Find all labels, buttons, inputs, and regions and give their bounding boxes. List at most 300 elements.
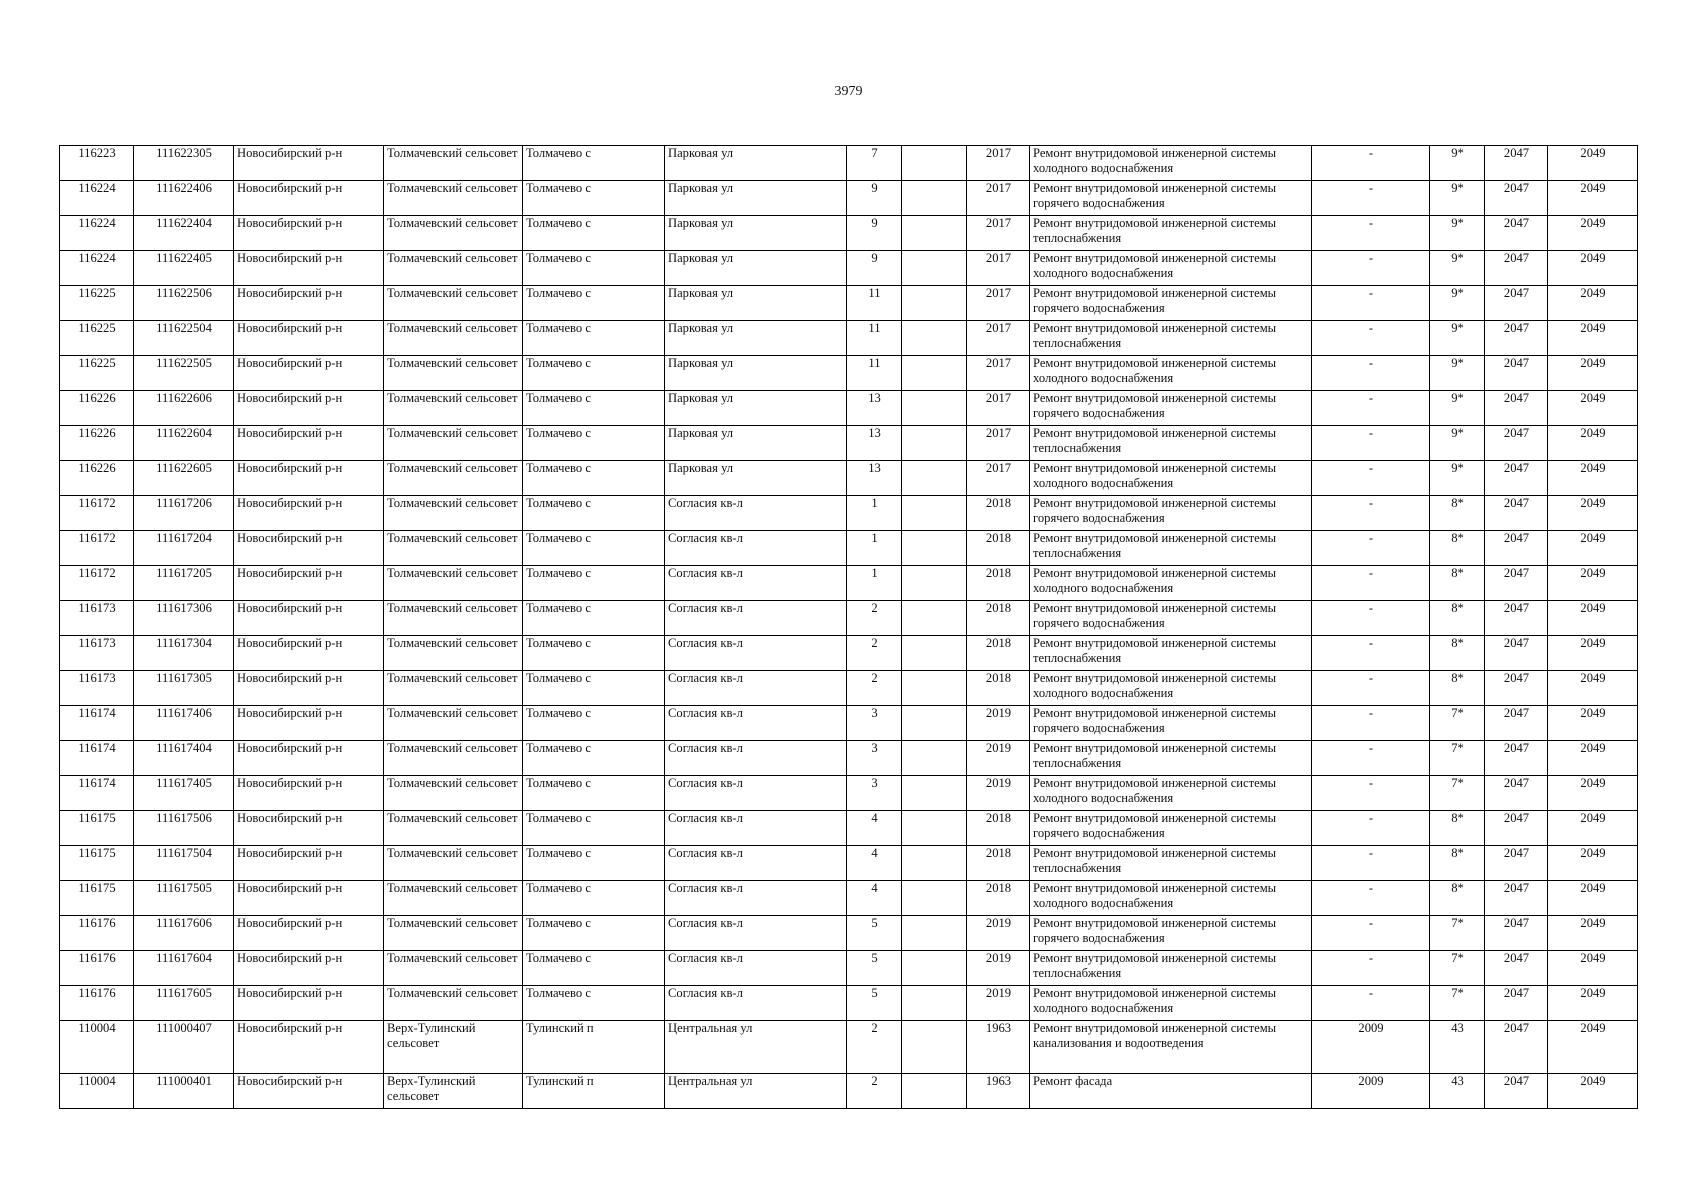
locality-cell: Толмачево с — [523, 636, 665, 671]
plan-from-cell: 2047 — [1485, 426, 1548, 461]
plan-to-cell: 2049 — [1548, 1074, 1638, 1109]
page-number: 3979 — [834, 84, 863, 99]
house-number-cell: 4 — [847, 811, 902, 846]
extra-cell-cell — [902, 181, 967, 216]
plan-to-cell: 2049 — [1548, 566, 1638, 601]
street-cell: Согласия кв-л — [665, 496, 847, 531]
last-repair-cell: - — [1312, 461, 1430, 496]
locality-cell: Тулинский п — [523, 1021, 665, 1074]
work-type-cell: Ремонт внутридомовой инженерной системы теплоснабжения — [1030, 636, 1312, 671]
street-cell: Согласия кв-л — [665, 881, 847, 916]
district-cell: Новосибирский р-н — [234, 391, 384, 426]
house-number-cell: 13 — [847, 391, 902, 426]
table-row — [60, 1021, 1638, 1074]
year-built-cell: 1963 — [967, 1074, 1030, 1109]
repair-interval-cell: 9* — [1430, 216, 1485, 251]
house-number-cell: 5 — [847, 986, 902, 1021]
plan-from-cell: 2047 — [1485, 181, 1548, 216]
council-cell: Толмачевский сельсовет — [384, 636, 523, 671]
street-cell: Согласия кв-л — [665, 776, 847, 811]
work-type-cell: Ремонт внутридомовой инженерной системы горячего водоснабжения — [1030, 916, 1312, 951]
record-id-cell: 116175 — [60, 846, 134, 881]
locality-cell: Толмачево с — [523, 146, 665, 181]
plan-from-cell: 2047 — [1485, 811, 1548, 846]
council-cell: Толмачевский сельсовет — [384, 881, 523, 916]
extra-cell-cell — [902, 811, 967, 846]
repair-interval-cell: 8* — [1430, 881, 1485, 916]
year-built-cell: 2019 — [967, 951, 1030, 986]
table-row — [60, 671, 1638, 706]
work-type-cell: Ремонт внутридомовой инженерной системы холодного водоснабжения — [1030, 881, 1312, 916]
council-cell: Толмачевский сельсовет — [384, 286, 523, 321]
record-code-cell: 111622405 — [134, 251, 234, 286]
locality-cell: Толмачево с — [523, 986, 665, 1021]
plan-from-cell: 2047 — [1485, 741, 1548, 776]
table-row — [60, 321, 1638, 356]
plan-to-cell: 2049 — [1548, 706, 1638, 741]
locality-cell: Толмачево с — [523, 776, 665, 811]
plan-to-cell: 2049 — [1548, 251, 1638, 286]
year-built-cell: 2017 — [967, 251, 1030, 286]
house-number-cell: 2 — [847, 671, 902, 706]
repair-interval-cell: 7* — [1430, 951, 1485, 986]
last-repair-cell: - — [1312, 881, 1430, 916]
record-code-cell: 111617506 — [134, 811, 234, 846]
last-repair-cell: - — [1312, 776, 1430, 811]
record-code-cell: 111617206 — [134, 496, 234, 531]
locality-cell: Толмачево с — [523, 216, 665, 251]
last-repair-cell: - — [1312, 986, 1430, 1021]
table-row — [60, 916, 1638, 951]
house-number-cell: 5 — [847, 916, 902, 951]
council-cell: Толмачевский сельсовет — [384, 846, 523, 881]
record-code-cell: 111617606 — [134, 916, 234, 951]
house-number-cell: 11 — [847, 286, 902, 321]
work-type-cell: Ремонт внутридомовой инженерной системы теплоснабжения — [1030, 741, 1312, 776]
plan-from-cell: 2047 — [1485, 1074, 1548, 1109]
plan-from-cell: 2047 — [1485, 531, 1548, 566]
district-cell: Новосибирский р-н — [234, 286, 384, 321]
council-cell: Толмачевский сельсовет — [384, 741, 523, 776]
last-repair-cell: - — [1312, 146, 1430, 181]
record-code-cell: 111617304 — [134, 636, 234, 671]
record-id-cell: 116225 — [60, 321, 134, 356]
locality-cell: Толмачево с — [523, 356, 665, 391]
last-repair-cell: - — [1312, 741, 1430, 776]
work-type-cell: Ремонт внутридомовой инженерной системы теплоснабжения — [1030, 216, 1312, 251]
year-built-cell: 2019 — [967, 741, 1030, 776]
record-id-cell: 116172 — [60, 566, 134, 601]
last-repair-cell: - — [1312, 601, 1430, 636]
work-type-cell: Ремонт внутридомовой инженерной системы теплоснабжения — [1030, 846, 1312, 881]
record-id-cell: 116173 — [60, 601, 134, 636]
plan-to-cell: 2049 — [1548, 146, 1638, 181]
year-built-cell: 2017 — [967, 146, 1030, 181]
repair-interval-cell: 8* — [1430, 671, 1485, 706]
table-row — [60, 531, 1638, 566]
district-cell: Новосибирский р-н — [234, 426, 384, 461]
repair-interval-cell: 7* — [1430, 776, 1485, 811]
house-number-cell: 13 — [847, 426, 902, 461]
street-cell: Парковая ул — [665, 321, 847, 356]
plan-from-cell: 2047 — [1485, 916, 1548, 951]
record-code-cell: 111622606 — [134, 391, 234, 426]
record-code-cell: 111617204 — [134, 531, 234, 566]
repair-interval-cell: 9* — [1430, 356, 1485, 391]
plan-to-cell: 2049 — [1548, 741, 1638, 776]
locality-cell: Толмачево с — [523, 601, 665, 636]
repair-interval-cell: 7* — [1430, 916, 1485, 951]
last-repair-cell: - — [1312, 391, 1430, 426]
street-cell: Согласия кв-л — [665, 846, 847, 881]
year-built-cell: 2018 — [967, 846, 1030, 881]
extra-cell-cell — [902, 391, 967, 426]
council-cell: Толмачевский сельсовет — [384, 916, 523, 951]
table-row — [60, 706, 1638, 741]
record-id-cell: 116175 — [60, 881, 134, 916]
district-cell: Новосибирский р-н — [234, 496, 384, 531]
record-id-cell: 116224 — [60, 181, 134, 216]
last-repair-cell: - — [1312, 671, 1430, 706]
capital-repair-table — [59, 145, 1638, 1109]
house-number-cell: 9 — [847, 216, 902, 251]
table-body — [60, 146, 1638, 1109]
work-type-cell: Ремонт внутридомовой инженерной системы горячего водоснабжения — [1030, 286, 1312, 321]
locality-cell: Толмачево с — [523, 881, 665, 916]
extra-cell-cell — [902, 251, 967, 286]
plan-to-cell: 2049 — [1548, 776, 1638, 811]
record-id-cell: 116224 — [60, 251, 134, 286]
repair-interval-cell: 8* — [1430, 811, 1485, 846]
year-built-cell: 2017 — [967, 321, 1030, 356]
record-code-cell: 111617305 — [134, 671, 234, 706]
repair-interval-cell: 9* — [1430, 286, 1485, 321]
year-built-cell: 2018 — [967, 496, 1030, 531]
table-row — [60, 1074, 1638, 1109]
year-built-cell: 2017 — [967, 286, 1030, 321]
table-row — [60, 181, 1638, 216]
repair-interval-cell: 9* — [1430, 426, 1485, 461]
work-type-cell: Ремонт внутридомовой инженерной системы горячего водоснабжения — [1030, 706, 1312, 741]
locality-cell: Толмачево с — [523, 426, 665, 461]
year-built-cell: 2017 — [967, 216, 1030, 251]
plan-to-cell: 2049 — [1548, 426, 1638, 461]
extra-cell-cell — [902, 986, 967, 1021]
record-id-cell: 116172 — [60, 496, 134, 531]
street-cell: Парковая ул — [665, 286, 847, 321]
year-built-cell: 2018 — [967, 811, 1030, 846]
plan-from-cell: 2047 — [1485, 251, 1548, 286]
district-cell: Новосибирский р-н — [234, 986, 384, 1021]
street-cell: Согласия кв-л — [665, 671, 847, 706]
plan-to-cell: 2049 — [1548, 636, 1638, 671]
last-repair-cell: - — [1312, 321, 1430, 356]
record-code-cell: 111622406 — [134, 181, 234, 216]
last-repair-cell: - — [1312, 706, 1430, 741]
street-cell: Парковая ул — [665, 251, 847, 286]
council-cell: Толмачевский сельсовет — [384, 951, 523, 986]
plan-to-cell: 2049 — [1548, 951, 1638, 986]
house-number-cell: 7 — [847, 146, 902, 181]
repair-interval-cell: 43 — [1430, 1074, 1485, 1109]
year-built-cell: 2019 — [967, 706, 1030, 741]
district-cell: Новосибирский р-н — [234, 741, 384, 776]
extra-cell-cell — [902, 951, 967, 986]
district-cell: Новосибирский р-н — [234, 846, 384, 881]
extra-cell-cell — [902, 846, 967, 881]
plan-to-cell: 2049 — [1548, 846, 1638, 881]
work-type-cell: Ремонт внутридомовой инженерной системы холодного водоснабжения — [1030, 776, 1312, 811]
house-number-cell: 3 — [847, 741, 902, 776]
plan-to-cell: 2049 — [1548, 496, 1638, 531]
table-row — [60, 566, 1638, 601]
council-cell: Толмачевский сельсовет — [384, 601, 523, 636]
locality-cell: Толмачево с — [523, 286, 665, 321]
district-cell: Новосибирский р-н — [234, 776, 384, 811]
plan-from-cell: 2047 — [1485, 846, 1548, 881]
plan-to-cell: 2049 — [1548, 286, 1638, 321]
table-row — [60, 846, 1638, 881]
record-code-cell: 111622605 — [134, 461, 234, 496]
street-cell: Согласия кв-л — [665, 916, 847, 951]
locality-cell: Толмачево с — [523, 846, 665, 881]
house-number-cell: 11 — [847, 356, 902, 391]
council-cell: Толмачевский сельсовет — [384, 986, 523, 1021]
repair-interval-cell: 8* — [1430, 496, 1485, 531]
table-row — [60, 391, 1638, 426]
table-row — [60, 461, 1638, 496]
locality-cell: Толмачево с — [523, 741, 665, 776]
record-id-cell: 110004 — [60, 1021, 134, 1074]
work-type-cell: Ремонт внутридомовой инженерной системы теплоснабжения — [1030, 426, 1312, 461]
table-row — [60, 811, 1638, 846]
extra-cell-cell — [902, 1021, 967, 1074]
extra-cell-cell — [902, 916, 967, 951]
record-code-cell: 111622604 — [134, 426, 234, 461]
work-type-cell: Ремонт внутридомовой инженерной системы горячего водоснабжения — [1030, 391, 1312, 426]
record-code-cell: 111617405 — [134, 776, 234, 811]
record-id-cell: 116173 — [60, 671, 134, 706]
repair-interval-cell: 8* — [1430, 566, 1485, 601]
record-id-cell: 116174 — [60, 776, 134, 811]
street-cell: Согласия кв-л — [665, 986, 847, 1021]
year-built-cell: 2019 — [967, 916, 1030, 951]
street-cell: Парковая ул — [665, 146, 847, 181]
plan-to-cell: 2049 — [1548, 601, 1638, 636]
last-repair-cell: - — [1312, 286, 1430, 321]
council-cell: Толмачевский сельсовет — [384, 531, 523, 566]
table-row — [60, 251, 1638, 286]
district-cell: Новосибирский р-н — [234, 951, 384, 986]
work-type-cell: Ремонт внутридомовой инженерной системы теплоснабжения — [1030, 531, 1312, 566]
street-cell: Согласия кв-л — [665, 531, 847, 566]
extra-cell-cell — [902, 706, 967, 741]
last-repair-cell: - — [1312, 216, 1430, 251]
district-cell: Новосибирский р-н — [234, 706, 384, 741]
record-id-cell: 116223 — [60, 146, 134, 181]
last-repair-cell: 2009 — [1312, 1021, 1430, 1074]
plan-to-cell: 2049 — [1548, 216, 1638, 251]
council-cell: Верх-Тулинский сельсовет — [384, 1021, 523, 1074]
house-number-cell: 3 — [847, 776, 902, 811]
locality-cell: Толмачево с — [523, 391, 665, 426]
last-repair-cell: - — [1312, 811, 1430, 846]
district-cell: Новосибирский р-н — [234, 881, 384, 916]
record-id-cell: 116172 — [60, 531, 134, 566]
work-type-cell: Ремонт внутридомовой инженерной системы холодного водоснабжения — [1030, 356, 1312, 391]
record-code-cell: 111000401 — [134, 1074, 234, 1109]
plan-to-cell: 2049 — [1548, 811, 1638, 846]
street-cell: Парковая ул — [665, 391, 847, 426]
table-row — [60, 951, 1638, 986]
locality-cell: Толмачево с — [523, 461, 665, 496]
district-cell: Новосибирский р-н — [234, 1021, 384, 1074]
locality-cell: Тулинский п — [523, 1074, 665, 1109]
table-row — [60, 986, 1638, 1021]
last-repair-cell: - — [1312, 531, 1430, 566]
plan-from-cell: 2047 — [1485, 566, 1548, 601]
record-id-cell: 116224 — [60, 216, 134, 251]
year-built-cell: 2017 — [967, 426, 1030, 461]
last-repair-cell: - — [1312, 251, 1430, 286]
council-cell: Верх-Тулинский сельсовет — [384, 1074, 523, 1109]
plan-to-cell: 2049 — [1548, 986, 1638, 1021]
council-cell: Толмачевский сельсовет — [384, 461, 523, 496]
record-id-cell: 116174 — [60, 741, 134, 776]
house-number-cell: 13 — [847, 461, 902, 496]
street-cell: Согласия кв-л — [665, 636, 847, 671]
extra-cell-cell — [902, 741, 967, 776]
record-code-cell: 111617205 — [134, 566, 234, 601]
repair-interval-cell: 7* — [1430, 741, 1485, 776]
record-id-cell: 116176 — [60, 916, 134, 951]
plan-from-cell: 2047 — [1485, 286, 1548, 321]
council-cell: Толмачевский сельсовет — [384, 811, 523, 846]
plan-from-cell: 2047 — [1485, 216, 1548, 251]
street-cell: Согласия кв-л — [665, 566, 847, 601]
plan-from-cell: 2047 — [1485, 1021, 1548, 1074]
table-row — [60, 146, 1638, 181]
table-row — [60, 426, 1638, 461]
plan-from-cell: 2047 — [1485, 986, 1548, 1021]
district-cell: Новосибирский р-н — [234, 1074, 384, 1109]
street-cell: Согласия кв-л — [665, 601, 847, 636]
extra-cell-cell — [902, 426, 967, 461]
district-cell: Новосибирский р-н — [234, 216, 384, 251]
work-type-cell: Ремонт внутридомовой инженерной системы теплоснабжения — [1030, 951, 1312, 986]
table-row — [60, 741, 1638, 776]
plan-to-cell: 2049 — [1548, 391, 1638, 426]
table-row — [60, 216, 1638, 251]
record-code-cell: 111617604 — [134, 951, 234, 986]
plan-from-cell: 2047 — [1485, 391, 1548, 426]
repair-interval-cell: 8* — [1430, 531, 1485, 566]
record-id-cell: 116226 — [60, 391, 134, 426]
plan-to-cell: 2049 — [1548, 321, 1638, 356]
district-cell: Новосибирский р-н — [234, 321, 384, 356]
house-number-cell: 9 — [847, 251, 902, 286]
work-type-cell: Ремонт внутридомовой инженерной системы холодного водоснабжения — [1030, 566, 1312, 601]
street-cell: Согласия кв-л — [665, 811, 847, 846]
record-code-cell: 111617504 — [134, 846, 234, 881]
work-type-cell: Ремонт внутридомовой инженерной системы канализования и водоотведения — [1030, 1021, 1312, 1074]
plan-to-cell: 2049 — [1548, 461, 1638, 496]
locality-cell: Толмачево с — [523, 671, 665, 706]
plan-from-cell: 2047 — [1485, 671, 1548, 706]
street-cell: Согласия кв-л — [665, 706, 847, 741]
repair-interval-cell: 8* — [1430, 846, 1485, 881]
year-built-cell: 2017 — [967, 356, 1030, 391]
district-cell: Новосибирский р-н — [234, 181, 384, 216]
plan-from-cell: 2047 — [1485, 776, 1548, 811]
repair-interval-cell: 7* — [1430, 986, 1485, 1021]
record-code-cell: 111622305 — [134, 146, 234, 181]
extra-cell-cell — [902, 881, 967, 916]
plan-to-cell: 2049 — [1548, 531, 1638, 566]
district-cell: Новосибирский р-н — [234, 671, 384, 706]
locality-cell: Толмачево с — [523, 951, 665, 986]
repair-interval-cell: 9* — [1430, 251, 1485, 286]
work-type-cell: Ремонт внутридомовой инженерной системы холодного водоснабжения — [1030, 251, 1312, 286]
street-cell: Центральная ул — [665, 1074, 847, 1109]
last-repair-cell: - — [1312, 426, 1430, 461]
district-cell: Новосибирский р-н — [234, 601, 384, 636]
plan-from-cell: 2047 — [1485, 356, 1548, 391]
record-code-cell: 111622504 — [134, 321, 234, 356]
repair-interval-cell: 7* — [1430, 706, 1485, 741]
council-cell: Толмачевский сельсовет — [384, 321, 523, 356]
year-built-cell: 2018 — [967, 601, 1030, 636]
record-id-cell: 116225 — [60, 356, 134, 391]
record-code-cell: 111617505 — [134, 881, 234, 916]
plan-to-cell: 2049 — [1548, 671, 1638, 706]
plan-from-cell: 2047 — [1485, 496, 1548, 531]
last-repair-cell: - — [1312, 846, 1430, 881]
locality-cell: Толмачево с — [523, 181, 665, 216]
locality-cell: Толмачево с — [523, 321, 665, 356]
street-cell: Парковая ул — [665, 216, 847, 251]
plan-to-cell: 2049 — [1548, 1021, 1638, 1074]
record-id-cell: 110004 — [60, 1074, 134, 1109]
council-cell: Толмачевский сельсовет — [384, 496, 523, 531]
plan-from-cell: 2047 — [1485, 881, 1548, 916]
council-cell: Толмачевский сельсовет — [384, 671, 523, 706]
plan-from-cell: 2047 — [1485, 951, 1548, 986]
work-type-cell: Ремонт внутридомовой инженерной системы холодного водоснабжения — [1030, 671, 1312, 706]
council-cell: Толмачевский сельсовет — [384, 566, 523, 601]
work-type-cell: Ремонт внутридомовой инженерной системы горячего водоснабжения — [1030, 496, 1312, 531]
house-number-cell: 2 — [847, 636, 902, 671]
year-built-cell: 2017 — [967, 391, 1030, 426]
record-id-cell: 116226 — [60, 426, 134, 461]
record-id-cell: 116176 — [60, 951, 134, 986]
plan-from-cell: 2047 — [1485, 321, 1548, 356]
record-code-cell: 111000407 — [134, 1021, 234, 1074]
record-code-cell: 111622506 — [134, 286, 234, 321]
extra-cell-cell — [902, 146, 967, 181]
district-cell: Новосибирский р-н — [234, 531, 384, 566]
locality-cell: Толмачево с — [523, 811, 665, 846]
extra-cell-cell — [902, 636, 967, 671]
last-repair-cell: - — [1312, 181, 1430, 216]
extra-cell-cell — [902, 496, 967, 531]
locality-cell: Толмачево с — [523, 916, 665, 951]
work-type-cell: Ремонт внутридомовой инженерной системы холодного водоснабжения — [1030, 146, 1312, 181]
house-number-cell: 1 — [847, 496, 902, 531]
house-number-cell: 1 — [847, 566, 902, 601]
year-built-cell: 2019 — [967, 986, 1030, 1021]
house-number-cell: 4 — [847, 846, 902, 881]
